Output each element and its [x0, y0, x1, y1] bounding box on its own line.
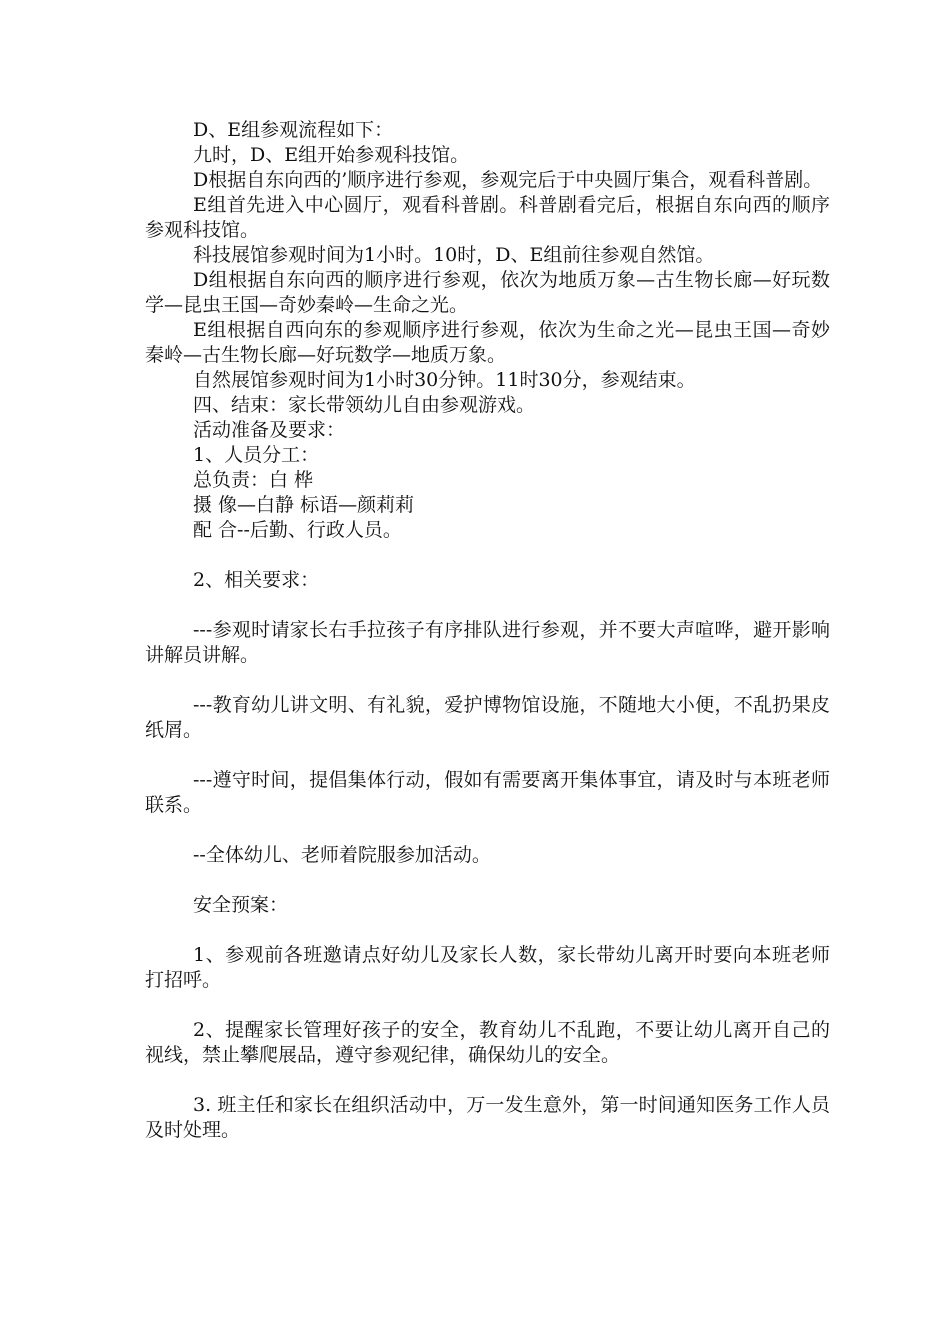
paragraph-staff-support: 配 合--后勤、行政人员。 — [193, 519, 402, 541]
paragraph-e-group-nature: E组根据自西向东的参观顺序进行参观，依次为生命之光—昆虫王国—奇妙秦岭—古生物长廊—好玩数学—地质万象。 — [145, 319, 830, 366]
paragraph-requirement-uniform: --全体幼儿、老师着院服参加活动。 — [193, 844, 491, 866]
spacer — [145, 818, 830, 843]
paragraph-requirement-queue: ---参观时请家长右手拉孩子有序排队进行参观，并不要大声喧哗，避开影响讲解员讲解。 — [145, 619, 830, 666]
spacer — [145, 593, 830, 618]
paragraph-staff-lead: 总负责：白 桦 — [193, 469, 314, 491]
paragraph-nature-time: 自然展馆参观时间为1小时30分钟。11时30分，参观结束。 — [193, 369, 696, 391]
paragraph-staff-title: 1、人员分工： — [193, 444, 320, 466]
spacer — [145, 743, 830, 768]
spacer — [145, 543, 830, 568]
paragraph-science-time: 科技展馆参观时间为1小时。10时，D、E组前往参观自然馆。 — [193, 244, 715, 266]
paragraph-section-end: 四、结束：家长带领幼儿自由参观游戏。 — [193, 394, 536, 416]
paragraph-safety-title: 安全预案： — [193, 894, 289, 916]
paragraph-de-flow-title: D、E组参观流程如下： — [193, 119, 394, 141]
paragraph-d-group-nature: D组根据自东向西的顺序进行参观，依次为地质万象—古生物长廊—好玩数学—昆虫王国—奇妙秦岭—生命之光。 — [145, 269, 830, 316]
spacer — [145, 668, 830, 693]
paragraph-requirements-title: 2、相关要求： — [193, 569, 320, 591]
paragraph-e-group-science: E组首先进入中心圆厅，观看科普剧。科普剧看完后，根据自东向西的顺序参观科技馆。 — [145, 194, 830, 241]
paragraph-requirement-time: ---遵守时间，提倡集体行动，假如有需要离开集体事宜，请及时与本班老师联系。 — [145, 769, 830, 816]
paragraph-staff-camera: 摄 像—白静 标语—颜莉莉 — [193, 494, 415, 516]
paragraph-requirement-manners: ---教育幼儿讲文明、有礼貌，爱护博物馆设施，不随地大小便，不乱扔果皮纸屑。 — [145, 694, 830, 741]
spacer — [145, 868, 830, 893]
spacer — [145, 993, 830, 1018]
paragraph-d-group-science: D根据自东向西的’顺序进行参观，参观完后于中央圆厅集合，观看科普剧。 — [193, 169, 823, 191]
paragraph-preparation-title: 活动准备及要求： — [193, 419, 346, 441]
spacer — [145, 918, 830, 943]
spacer — [145, 1068, 830, 1093]
paragraph-safety-supervision: 2、提醒家长管理好孩子的安全，教育幼儿不乱跑，不要让幼儿离开自己的视线，禁止攀爬展品，遵守参观纪律，确保幼儿的安全。 — [145, 1019, 830, 1066]
paragraph-safety-headcount: 1、参观前各班邀请点好幼儿及家长人数，家长带幼儿离开时要向本班老师打招呼。 — [145, 944, 830, 991]
paragraph-safety-emergency: 3. 班主任和家长在组织活动中，万一发生意外，第一时间通知医务工作人员及时处理。 — [145, 1094, 830, 1141]
paragraph-nine-oclock: 九时，D、E组开始参观科技馆。 — [193, 144, 470, 166]
